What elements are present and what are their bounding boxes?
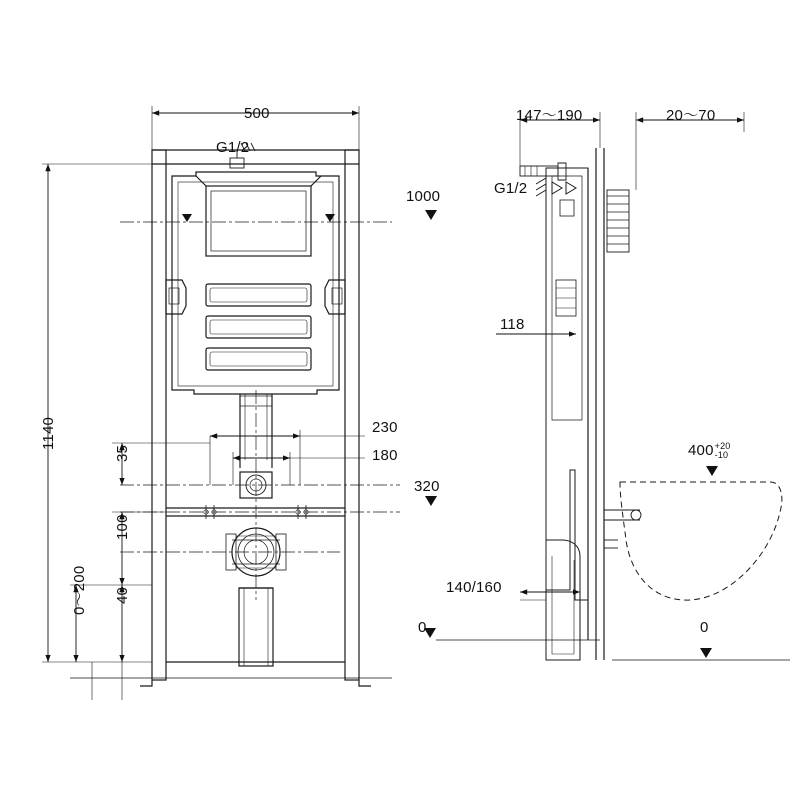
front-view-geometry: [140, 143, 371, 686]
dim-side-wall-gap-20-70: 20～70: [666, 107, 716, 124]
label-front-inlet-g12: G1/2: [216, 139, 250, 156]
dim-side-bowl-height-value: 400: [688, 442, 714, 459]
dim-front-offset-230: 230: [372, 419, 398, 436]
dim-front-baseline-0: 0: [418, 619, 427, 636]
dim-front-offset-320: 320: [414, 478, 440, 495]
dim-side-offset-118: 118: [500, 316, 525, 333]
side-view-geometry: [520, 148, 641, 660]
dim-front-height-1000: 1000: [406, 188, 441, 205]
toilet-bowl-outline: [620, 482, 782, 600]
dim-front-offset-180: 180: [372, 447, 398, 464]
dim-side-bowl-tolerance: [715, 442, 731, 460]
dim-side-baseline-0-right: 0: [700, 619, 709, 636]
label-side-inlet-g12: G1/2: [494, 180, 528, 197]
dim-front-offset-100: 100: [114, 514, 131, 540]
dim-side-bowl-tol-minus: -10: [714, 450, 729, 461]
dim-front-offset-40: 40: [114, 586, 131, 604]
dim-front-offset-35: 35: [114, 444, 131, 462]
dim-front-range-0-200: 0～200: [71, 565, 88, 615]
dim-side-outlet-140-160: 140/160: [446, 579, 502, 596]
front-view-centerlines: [120, 222, 400, 600]
dim-side-bowl-tol-plus: +20: [714, 441, 731, 452]
dim-side-bowl-height: [688, 442, 731, 460]
front-view-leader-arrows: [182, 210, 437, 506]
dim-side-depth-147-190: 147～190: [516, 107, 583, 124]
dim-front-height-1140: 1140: [40, 416, 57, 450]
dim-front-width-500: 500: [244, 105, 270, 122]
